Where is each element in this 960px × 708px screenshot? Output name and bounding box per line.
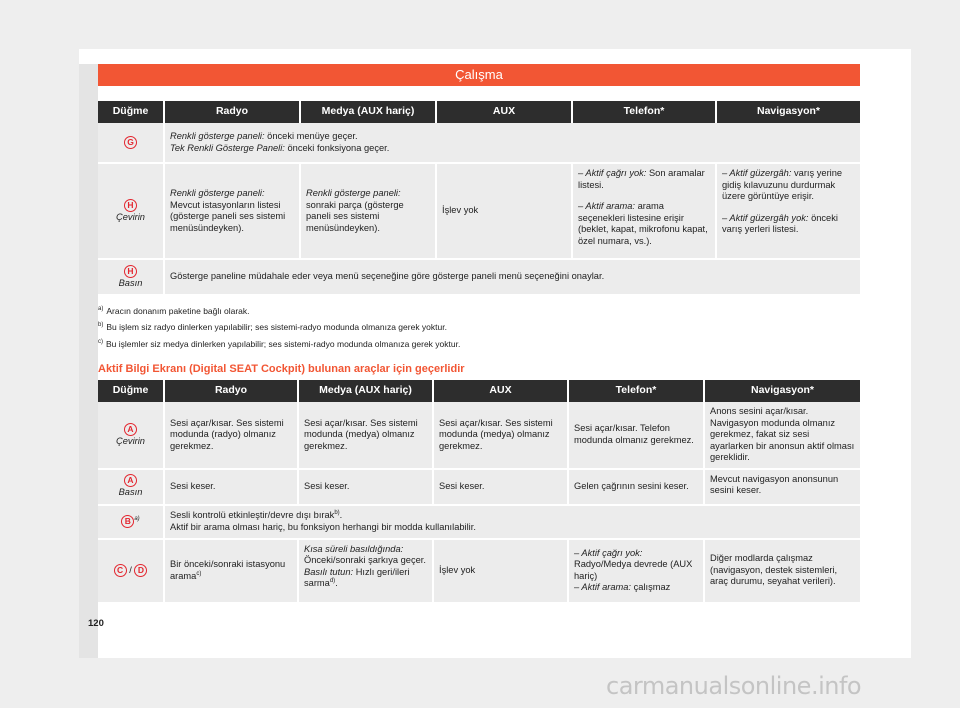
table-row-a-press (98, 469, 860, 505)
col-header-button: Düğme (98, 380, 164, 402)
table-row-h-press (98, 259, 860, 295)
h-turn-nav-cell (716, 163, 860, 259)
row-b-line1: Sesli kontrolü etkinleştir/devre dışı bırak (170, 510, 335, 520)
footnote-mark: c) (196, 570, 202, 577)
cd-media2-end: . (335, 578, 338, 588)
col-header-radio: Radyo (164, 101, 300, 123)
col-header-button: Düğme (98, 101, 164, 123)
footnote-text: Bu işlemler siz medya dinlerken yapılabilir; ses sistemi-radyo modunda olmanıza gerek yoktur. (106, 339, 461, 349)
h-turn-nav1-text: varış yerine gidiş kılavuzunu durdurmak üzere görüntüye erişir. (722, 168, 843, 201)
col-header-navigation: Navigasyon* (716, 101, 860, 123)
row-g-line1-label: Renkli gösterge paneli: (170, 131, 265, 141)
table-row-cd (98, 539, 860, 603)
cd-phone1-label: – Aktif çağrı yok: (574, 547, 643, 558)
a-press-phone-cell: Gelen çağrının sesini keser. (568, 469, 704, 505)
table-row-g (98, 123, 860, 163)
footnote-mark: b) (334, 509, 340, 516)
key-action-label: Basın (118, 277, 143, 288)
key-cell-a-turn (98, 402, 164, 469)
page-margin-bar (79, 64, 98, 658)
h-turn-aux-cell: İşlev yok (436, 163, 572, 259)
controls-table-1 (98, 101, 860, 296)
table-row-a-turn (98, 402, 860, 469)
a-turn-radio-cell: Sesi açar/kısar. Ses sistemi modunda (radyo) olmanız gerekmez. (164, 402, 298, 469)
h-turn-phone2-label: – Aktif arama: (578, 201, 636, 211)
table-row-b (98, 505, 860, 539)
col-header-aux: AUX (433, 380, 568, 402)
cd-phone1-text: Radyo/Medya devrede (AUX hariç) (574, 559, 693, 581)
controls-table-2 (98, 380, 860, 604)
cd-media1-text: Önceki/sonraki şarkıya geçer. (304, 555, 426, 565)
a-turn-nav-cell: Anons sesini açar/kısar. Navigasyon modunda olmanız gerekmez, fakat siz sesi ayarlarken bir anonsun aktif olması gereklidir. (704, 402, 860, 469)
h-turn-nav1-label: – Aktif güzergâh: (722, 168, 792, 178)
a-turn-media-cell: Sesi açar/kısar. Ses sistemi modunda (medya) olmanız gerekmez. (298, 402, 433, 469)
footnote-mark: a) (134, 515, 140, 522)
h-turn-radio-text: Mevcut istasyonların listesi (gösterge paneli ses sistemi menüsündeyken). (170, 199, 286, 233)
table-header-row (98, 380, 860, 402)
button-c-icon: C (114, 564, 127, 577)
h-turn-media-cell (300, 163, 436, 259)
h-turn-nav2-label: – Aktif güzergâh yok: (722, 212, 809, 223)
row-g-description (164, 123, 860, 163)
cd-aux-cell: İşlev yok (433, 539, 568, 603)
section-heading-digital-cockpit: Aktif Bilgi Ekranı (Digital SEAT Cockpit) bulunan araçlar için geçerlidir (98, 363, 465, 375)
cd-phone2-text: çalışmaz (631, 582, 671, 592)
key-cell-h-turn (98, 163, 164, 259)
row-b-line2: Aktif bir arama olması hariç, bu fonksiyon herhangi bir modda kullanılabilir. (170, 521, 476, 532)
key-cell-h-press (98, 259, 164, 295)
footnote-text: Aracın donanım paketine bağlı olarak. (106, 306, 250, 316)
h-turn-phone1-text: Son aramalar listesi. (578, 168, 705, 190)
key-cell-g (98, 123, 164, 163)
a-turn-phone-cell: Sesi açar/kısar. Telefon modunda olmanız gerekmez. (568, 402, 704, 469)
cd-media2-text: Hızlı geri/ileri sarma (304, 566, 410, 588)
key-action-label: Çevirin (116, 211, 145, 222)
a-press-radio-cell: Sesi keser. (164, 469, 298, 505)
col-header-media: Medya (AUX hariç) (300, 101, 436, 123)
button-b-icon: B (121, 515, 134, 528)
row-g-line1-text: önceki menüye geçer. (264, 131, 358, 141)
h-turn-media-text: sonraki parça (gösterge paneli ses sistemi menüsündeyken). (306, 199, 404, 233)
footnote-mark: d) (329, 577, 336, 584)
table-row-h-turn (98, 163, 860, 259)
key-cell-b (98, 505, 164, 539)
section-title-banner: Çalışma (98, 64, 860, 86)
button-a-icon: A (124, 474, 137, 487)
a-press-aux-cell: Sesi keser. (433, 469, 568, 505)
key-cell-cd (98, 539, 164, 603)
footnote-mark: a) (98, 306, 104, 313)
cd-phone-cell (568, 539, 704, 603)
col-header-phone: Telefon* (572, 101, 716, 123)
h-turn-radio-cell (164, 163, 300, 259)
col-header-aux: AUX (436, 101, 572, 123)
footnote-c (98, 339, 460, 349)
a-turn-aux-cell: Sesi açar/kısar. Ses sistemi modunda (medya) olmanız gerekmez. (433, 402, 568, 469)
button-g-icon: G (124, 136, 137, 149)
a-press-nav-cell: Mevcut navigasyon anonsunun sesini keser. (704, 469, 860, 505)
button-h-icon: H (124, 199, 137, 212)
row-g-line2-label: Tek Renkli Gösterge Paneli: (170, 142, 285, 153)
h-turn-radio-label: Renkli gösterge paneli: (170, 188, 265, 198)
button-a-icon: A (124, 423, 137, 436)
footnote-text: Bu işlem siz radyo dinlerken yapılabilir; ses sistemi-radyo modunda olmanıza gerek yoktur. (106, 322, 447, 332)
footnote-a (98, 306, 250, 316)
cd-media2-label: Basılı tutun: (304, 566, 354, 577)
h-turn-nav2-text: önceki varış yerleri listesi. (722, 212, 838, 234)
key-separator: / (129, 564, 132, 575)
key-cell-a-press (98, 469, 164, 505)
cd-radio-cell (164, 539, 298, 603)
footnote-mark: c) (98, 339, 103, 346)
row-b-line1-end: . (339, 510, 343, 520)
h-press-description: Gösterge paneline müdahale eder veya menü seçeneğine göre gösterge paneli menü seçeneğini onaylar. (164, 259, 860, 295)
button-d-icon: D (134, 564, 147, 577)
col-header-phone: Telefon* (568, 380, 704, 402)
page-number: 120 (88, 618, 104, 629)
h-turn-phone-cell (572, 163, 716, 259)
col-header-radio: Radyo (164, 380, 298, 402)
row-g-line2-text: önceki fonksiyona geçer. (284, 142, 390, 153)
cd-nav-cell: Diğer modlarda çalışmaz (navigasyon, destek sistemleri, araç durumu, seyahat verileri). (704, 539, 860, 603)
cd-radio-text: Bir önceki/sonraki istasyonu arama (170, 559, 286, 581)
h-turn-media-label: Renkli gösterge paneli: (306, 188, 401, 198)
key-action-label: Çevirin (116, 435, 145, 446)
footnote-mark: b) (98, 322, 104, 329)
button-h-icon: H (124, 265, 137, 278)
cd-phone2-label: – Aktif arama: (574, 582, 632, 592)
h-turn-phone2-text: arama seçenekleri listesine erişir (beklet, kapat, mikrofonu kapat, özel numara, vs.). (578, 201, 708, 246)
col-header-media: Medya (AUX hariç) (298, 380, 433, 402)
watermark: carmanualsonline.info (606, 672, 862, 700)
cd-media-cell (298, 539, 433, 603)
footnote-b (98, 322, 447, 332)
row-b-description (164, 505, 860, 539)
table-header-row (98, 101, 860, 123)
key-action-label: Basın (118, 487, 143, 498)
col-header-navigation: Navigasyon* (704, 380, 860, 402)
cd-media1-label: Kısa süreli basıldığında: (304, 543, 404, 554)
a-press-media-cell: Sesi keser. (298, 469, 433, 505)
h-turn-phone1-label: – Aktif çağrı yok: (578, 168, 647, 178)
